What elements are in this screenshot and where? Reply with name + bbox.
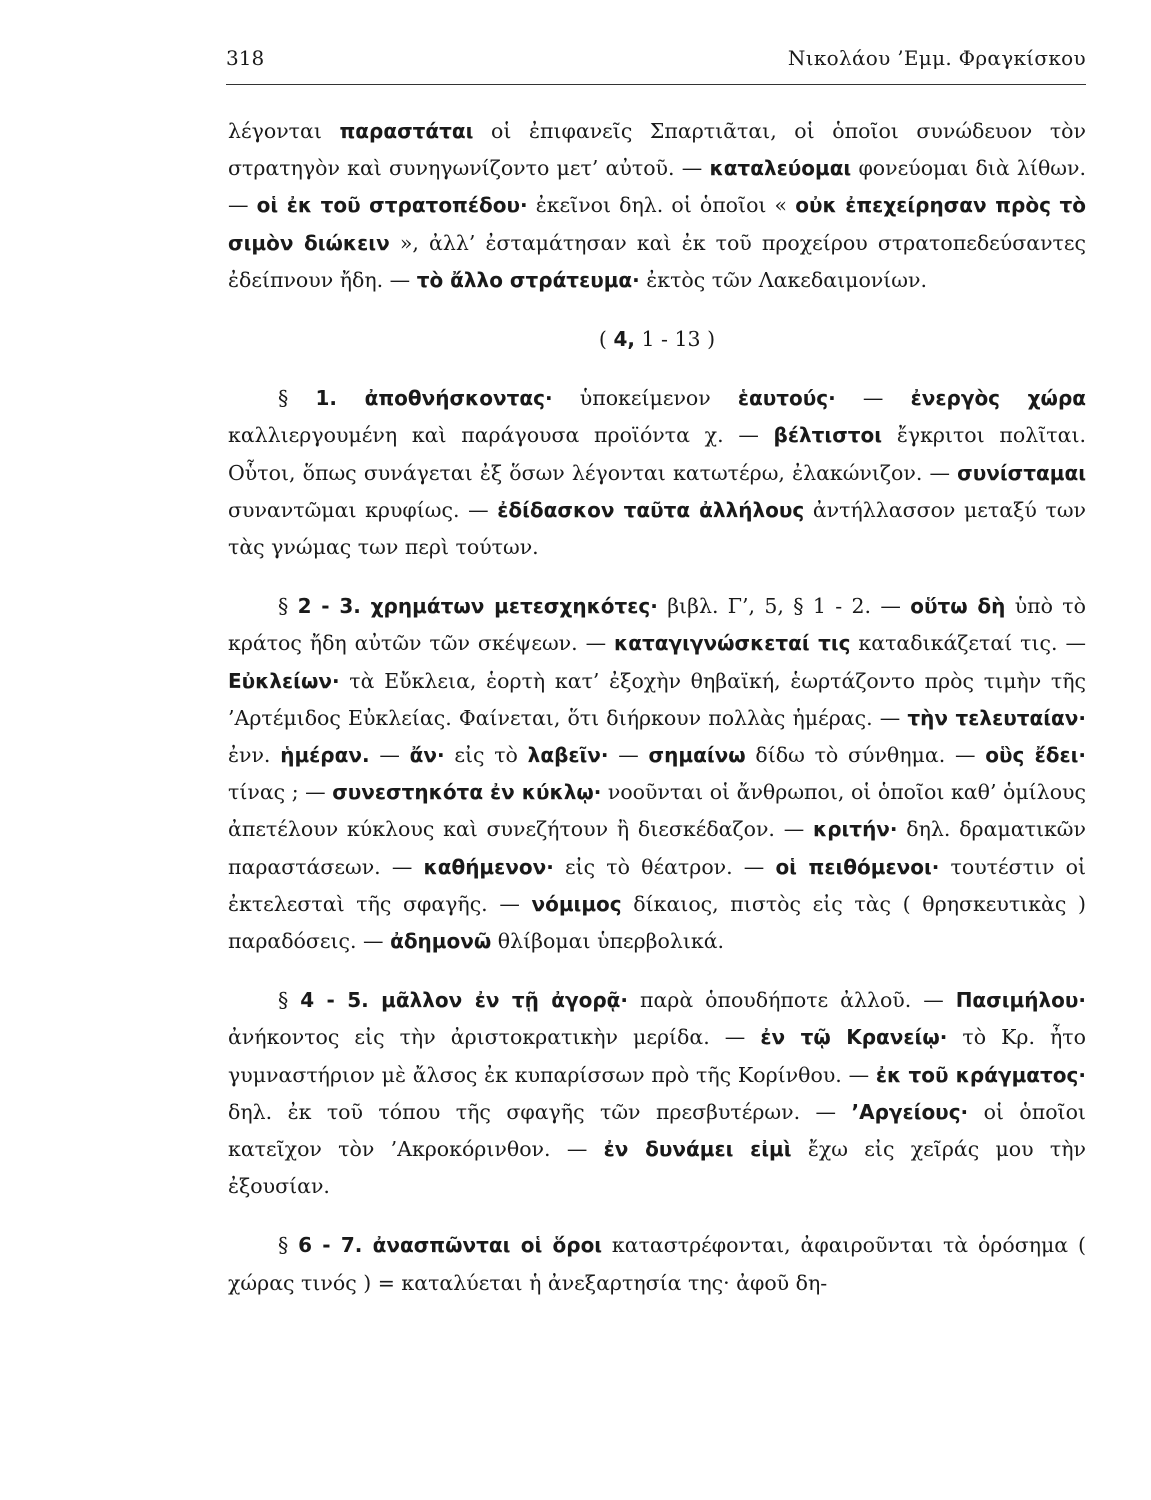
text-run: », ἀλλ’ ἐσταμάτησαν καὶ ἐκ τοῦ προχείρου στρατοπεδεύσαντες ἐδείπνουν ἤδη. — <box>228 230 1086 292</box>
chapter-reference <box>228 321 1086 358</box>
text-run: ἐκτὸς τῶν Λακεδαιμονίων. <box>639 267 927 292</box>
lemma: ’Αργείους· <box>851 1099 969 1124</box>
text-run: δηλ. δραματικῶν παραστάσεων. — <box>228 817 1086 879</box>
lemma: Εὐκλείων· <box>228 668 340 693</box>
lemma: ἐν τῷ Κρανείῳ· <box>760 1025 948 1050</box>
lemma: καθήμενον· <box>423 854 554 879</box>
lemma: ἐν δυνάμει εἰμὶ <box>603 1137 792 1162</box>
lemma: νόμιμος <box>531 891 622 916</box>
text-run: νοοῦνται οἱ ἄνθρωποι, οἱ ὁποῖοι καθ’ ὁμίλους ἀπετέλουν κύκλους καὶ συνεζήτουν ἢ διεσκέδαζον. — <box>228 780 1086 842</box>
page-body <box>228 113 1086 1302</box>
lemma: ἐδίδασκον ταῦτα ἀλλήλους <box>497 497 805 522</box>
section-paragraph-4-5 <box>228 982 1086 1205</box>
intro-paragraph <box>228 113 1086 299</box>
text-run: — <box>835 386 911 411</box>
text-run: ὑπὸ τὸ κράτος ἤδη αὐτῶν τῶν σκέψεων. — <box>228 594 1086 656</box>
running-title: Νικολάου ’Εμμ. Φραγκίσκου <box>787 46 1086 70</box>
text-run: — <box>369 743 410 768</box>
lemma: καταλεύομαι <box>709 156 852 181</box>
text-run: οἱ ὁποῖοι κατεῖχον τὸν ’Ακροκόρινθον. — <box>228 1099 1086 1162</box>
lemma: ἡμέραν. <box>280 743 370 768</box>
section-sign: § <box>278 594 298 619</box>
text-run: θλίβομαι ὑπερβολικά. <box>491 929 725 954</box>
text-run: τουτέστιν οἱ ἐκτελεσταὶ τῆς σφαγῆς. — <box>228 854 1086 916</box>
text-run: ἔχω εἰς χεῖράς μου τὴν ἐξουσίαν. <box>228 1137 1086 1199</box>
section-sign: § <box>278 1233 299 1258</box>
text-run: ἀνήκοντος εἰς τὴν ἀριστοκρατικὴν μερίδα. — <box>228 1025 761 1050</box>
lemma: συνεστηκότα ἐν κύκλῳ· <box>332 780 602 805</box>
page-number: 318 <box>226 46 265 70</box>
lemma: Πασιμήλου· <box>955 988 1086 1013</box>
lemma: κριτήν· <box>812 817 898 842</box>
text-run: τίνας ; — <box>228 780 333 805</box>
text-run: ἀντήλλασσον μεταξύ των τὰς γνώμας των περὶ τούτων. <box>228 497 1086 560</box>
section-sign: § <box>278 988 301 1013</box>
lemma: οὐκ ἐπεχείρησαν πρὸς τὸ σιμὸν διώκειν <box>228 193 1086 255</box>
text-run: οἱ ἐπιφανεῖς Σπαρτιᾶται, οἱ ὁποῖοι συνώδευον τὸν στρατηγὸν καὶ συνηγωνίζοντο μετ’ αὐτοῦ. — <box>228 119 1086 181</box>
text-run: ὑποκείμενον <box>552 386 738 411</box>
section-heading: 1. ἀποθνήσκοντας· <box>315 386 553 411</box>
lemma: τὴν τελευταίαν· <box>907 705 1086 730</box>
text-run: συναντῶμαι κρυφίως. — <box>228 497 498 522</box>
lemma: καταγιγνώσκεταί τις <box>614 631 851 656</box>
text-run: καλλιεργουμένη καὶ παράγουσα προϊόντα χ. — <box>228 423 774 448</box>
page-header <box>226 44 1086 85</box>
text-run: 1 - 13 ) <box>634 327 716 352</box>
text-run: φονεύομαι διὰ λίθων. — <box>228 156 1086 218</box>
text-run: ἔγκριτοι πολῖται. Οὗτοι, ὅπως συνάγεται ἐξ ὅσων λέγονται κατωτέρω, ἐλακώνιζον. — <box>228 423 1086 485</box>
text-run: λέγονται <box>228 119 340 143</box>
lemma: τὸ ἄλλο στράτευμα· <box>416 267 640 292</box>
text-run: τὸ Κρ. ἦτο γυμναστήριον μὲ ἄλσος ἐκ κυπαρίσσων πρὸ τῆς Κορίνθου. — <box>228 1025 1086 1087</box>
section-heading: 6 - 7. ἀνασπῶνται οἱ ὅροι <box>298 1233 603 1258</box>
lemma: ἐνεργὸς χώρα <box>910 386 1086 411</box>
text-run: δίδω τὸ σύνθημα. — <box>745 743 986 768</box>
text-run: βιβλ. Γ’, 5, § 1 - 2. — <box>657 594 911 619</box>
lemma: ἐκ τοῦ κράγματος· <box>875 1062 1086 1087</box>
text-run: παρὰ ὁπουδήποτε ἀλλοῦ. — <box>628 988 956 1013</box>
section-paragraph-1 <box>228 380 1086 566</box>
section-heading: 2 - 3. χρημάτων μετεσχηκότες· <box>297 594 658 619</box>
lemma: σημαίνω <box>648 743 746 768</box>
lemma: λαβεῖν· <box>527 743 609 768</box>
lemma: συνίσταμαι <box>957 460 1086 485</box>
text-run: ( <box>598 327 614 352</box>
section-sign: § <box>278 386 316 411</box>
chapter-number: 4, <box>613 327 635 352</box>
text-run: εἰς τὸ <box>444 743 528 768</box>
text-run: τὰ Εὔκλεια, ἑορτὴ κατ’ ἐξοχὴν θηβαϊκή, ἑωρτάζοντο πρὸς τιμὴν τῆς ’Αρτέμιδος Εὐκλείας. Φαίνεται, ὅτι διήρκουν πολλὰς ἡμέρας. — <box>228 668 1086 730</box>
text-run: — <box>608 743 649 768</box>
text-run: ἐνν. <box>228 743 281 768</box>
section-paragraph-6-7 <box>228 1227 1086 1301</box>
text-run: καταστρέφονται, ἀφαιροῦνται τὰ ὁρόσημα ( χώρας τινός ) = καταλύεται ἡ ἀνεξαρτησία της· ἀφοῦ δη- <box>228 1233 1086 1295</box>
lemma: παραστάται <box>339 119 474 143</box>
lemma: ἄν· <box>409 743 445 768</box>
text-run: δίκαιος, πιστὸς εἰς τὰς ( θρησκευτικὰς ) παραδόσεις. — <box>228 891 1087 954</box>
lemma: ἑαυτούς· <box>737 386 836 411</box>
text-run: δηλ. ἐκ τοῦ τόπου τῆς σφαγῆς τῶν πρεσβυτέρων. — <box>228 1099 852 1124</box>
lemma: οἱ ἐκ τοῦ στρατοπέδου· <box>256 193 528 218</box>
text-run: ἐκεῖνοι δηλ. οἱ ὁποῖοι « <box>527 193 796 218</box>
lemma: ἀδημονῶ <box>390 929 492 954</box>
lemma: οὓς ἔδει· <box>985 743 1086 768</box>
text-run: εἰς τὸ θέατρον. — <box>553 854 776 879</box>
text-run: καταδικάζεταί τις. — <box>850 631 1086 656</box>
lemma: βέλτιστοι <box>773 423 883 448</box>
lemma: οἱ πειθόμενοι· <box>775 854 940 879</box>
section-heading: 4 - 5. μᾶλλον ἐν τῇ ἀγορᾷ· <box>300 988 629 1013</box>
section-paragraph-2-3 <box>228 588 1086 960</box>
lemma: οὕτω δὴ <box>910 594 1006 619</box>
